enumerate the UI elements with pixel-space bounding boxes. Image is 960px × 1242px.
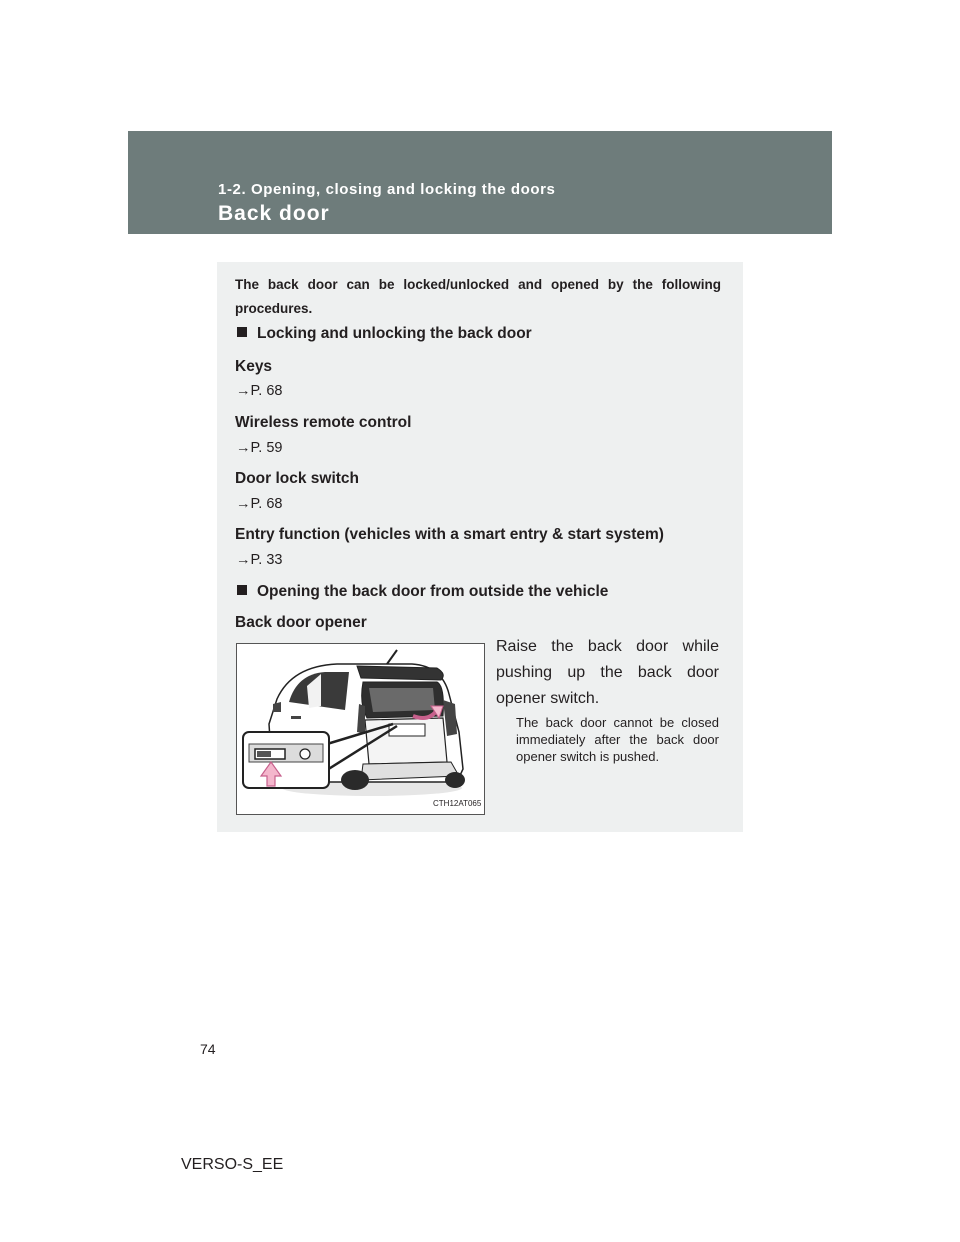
figure-code: CTH12AT065	[433, 799, 482, 808]
square-bullet-icon	[237, 327, 247, 337]
license-plate	[389, 724, 425, 736]
back-door-opener-label: Back door opener	[235, 614, 367, 631]
keys-label: Keys	[235, 358, 273, 375]
opener-instruction: Raise the back door while pushing up the back door opener switch.	[496, 638, 719, 707]
antenna	[387, 650, 397, 664]
opener-note: The back door cannot be closed immediately after the back door opener switch is pushed.	[516, 715, 719, 764]
door-lock-switch-label: Door lock switch	[235, 470, 360, 487]
opener-switch-button	[257, 751, 271, 757]
entry-function-ref: →P. 33	[236, 552, 283, 568]
locking-heading-text: Locking and unlocking the back door	[257, 325, 532, 342]
opening-heading	[237, 583, 608, 601]
opening-heading-text: Opening the back door from outside the vehicle	[257, 583, 609, 600]
rear-window-glass	[369, 688, 435, 712]
locking-heading	[237, 325, 532, 343]
square-bullet-icon	[237, 585, 247, 595]
footer-model-code: VERSO-S_EE	[181, 1156, 284, 1173]
rear-wheel-right	[445, 772, 465, 788]
entry-function-label: Entry function (vehicles with a smart entry & start system)	[235, 526, 664, 543]
car-rear-illustration-icon	[237, 644, 484, 814]
page-title: Back door	[218, 202, 330, 225]
lock-cylinder	[300, 749, 310, 759]
wireless-remote-ref: →P. 59	[236, 440, 283, 456]
section-title: 1-2. Opening, closing and locking the doors	[218, 181, 556, 198]
side-mirror	[273, 702, 281, 712]
chapter-header	[128, 131, 832, 234]
back-door-figure	[236, 643, 485, 815]
page-number: 74	[200, 1041, 216, 1057]
intro-text: The back door can be locked/unlocked and opened by the following procedures.	[235, 277, 721, 316]
door-lock-switch-ref: →P. 68	[236, 496, 283, 512]
keys-ref: →P. 68	[236, 383, 283, 399]
door-handle	[291, 716, 301, 719]
wireless-remote-label: Wireless remote control	[235, 414, 412, 431]
rear-wheel	[341, 770, 369, 790]
roof-spoiler	[357, 666, 443, 680]
